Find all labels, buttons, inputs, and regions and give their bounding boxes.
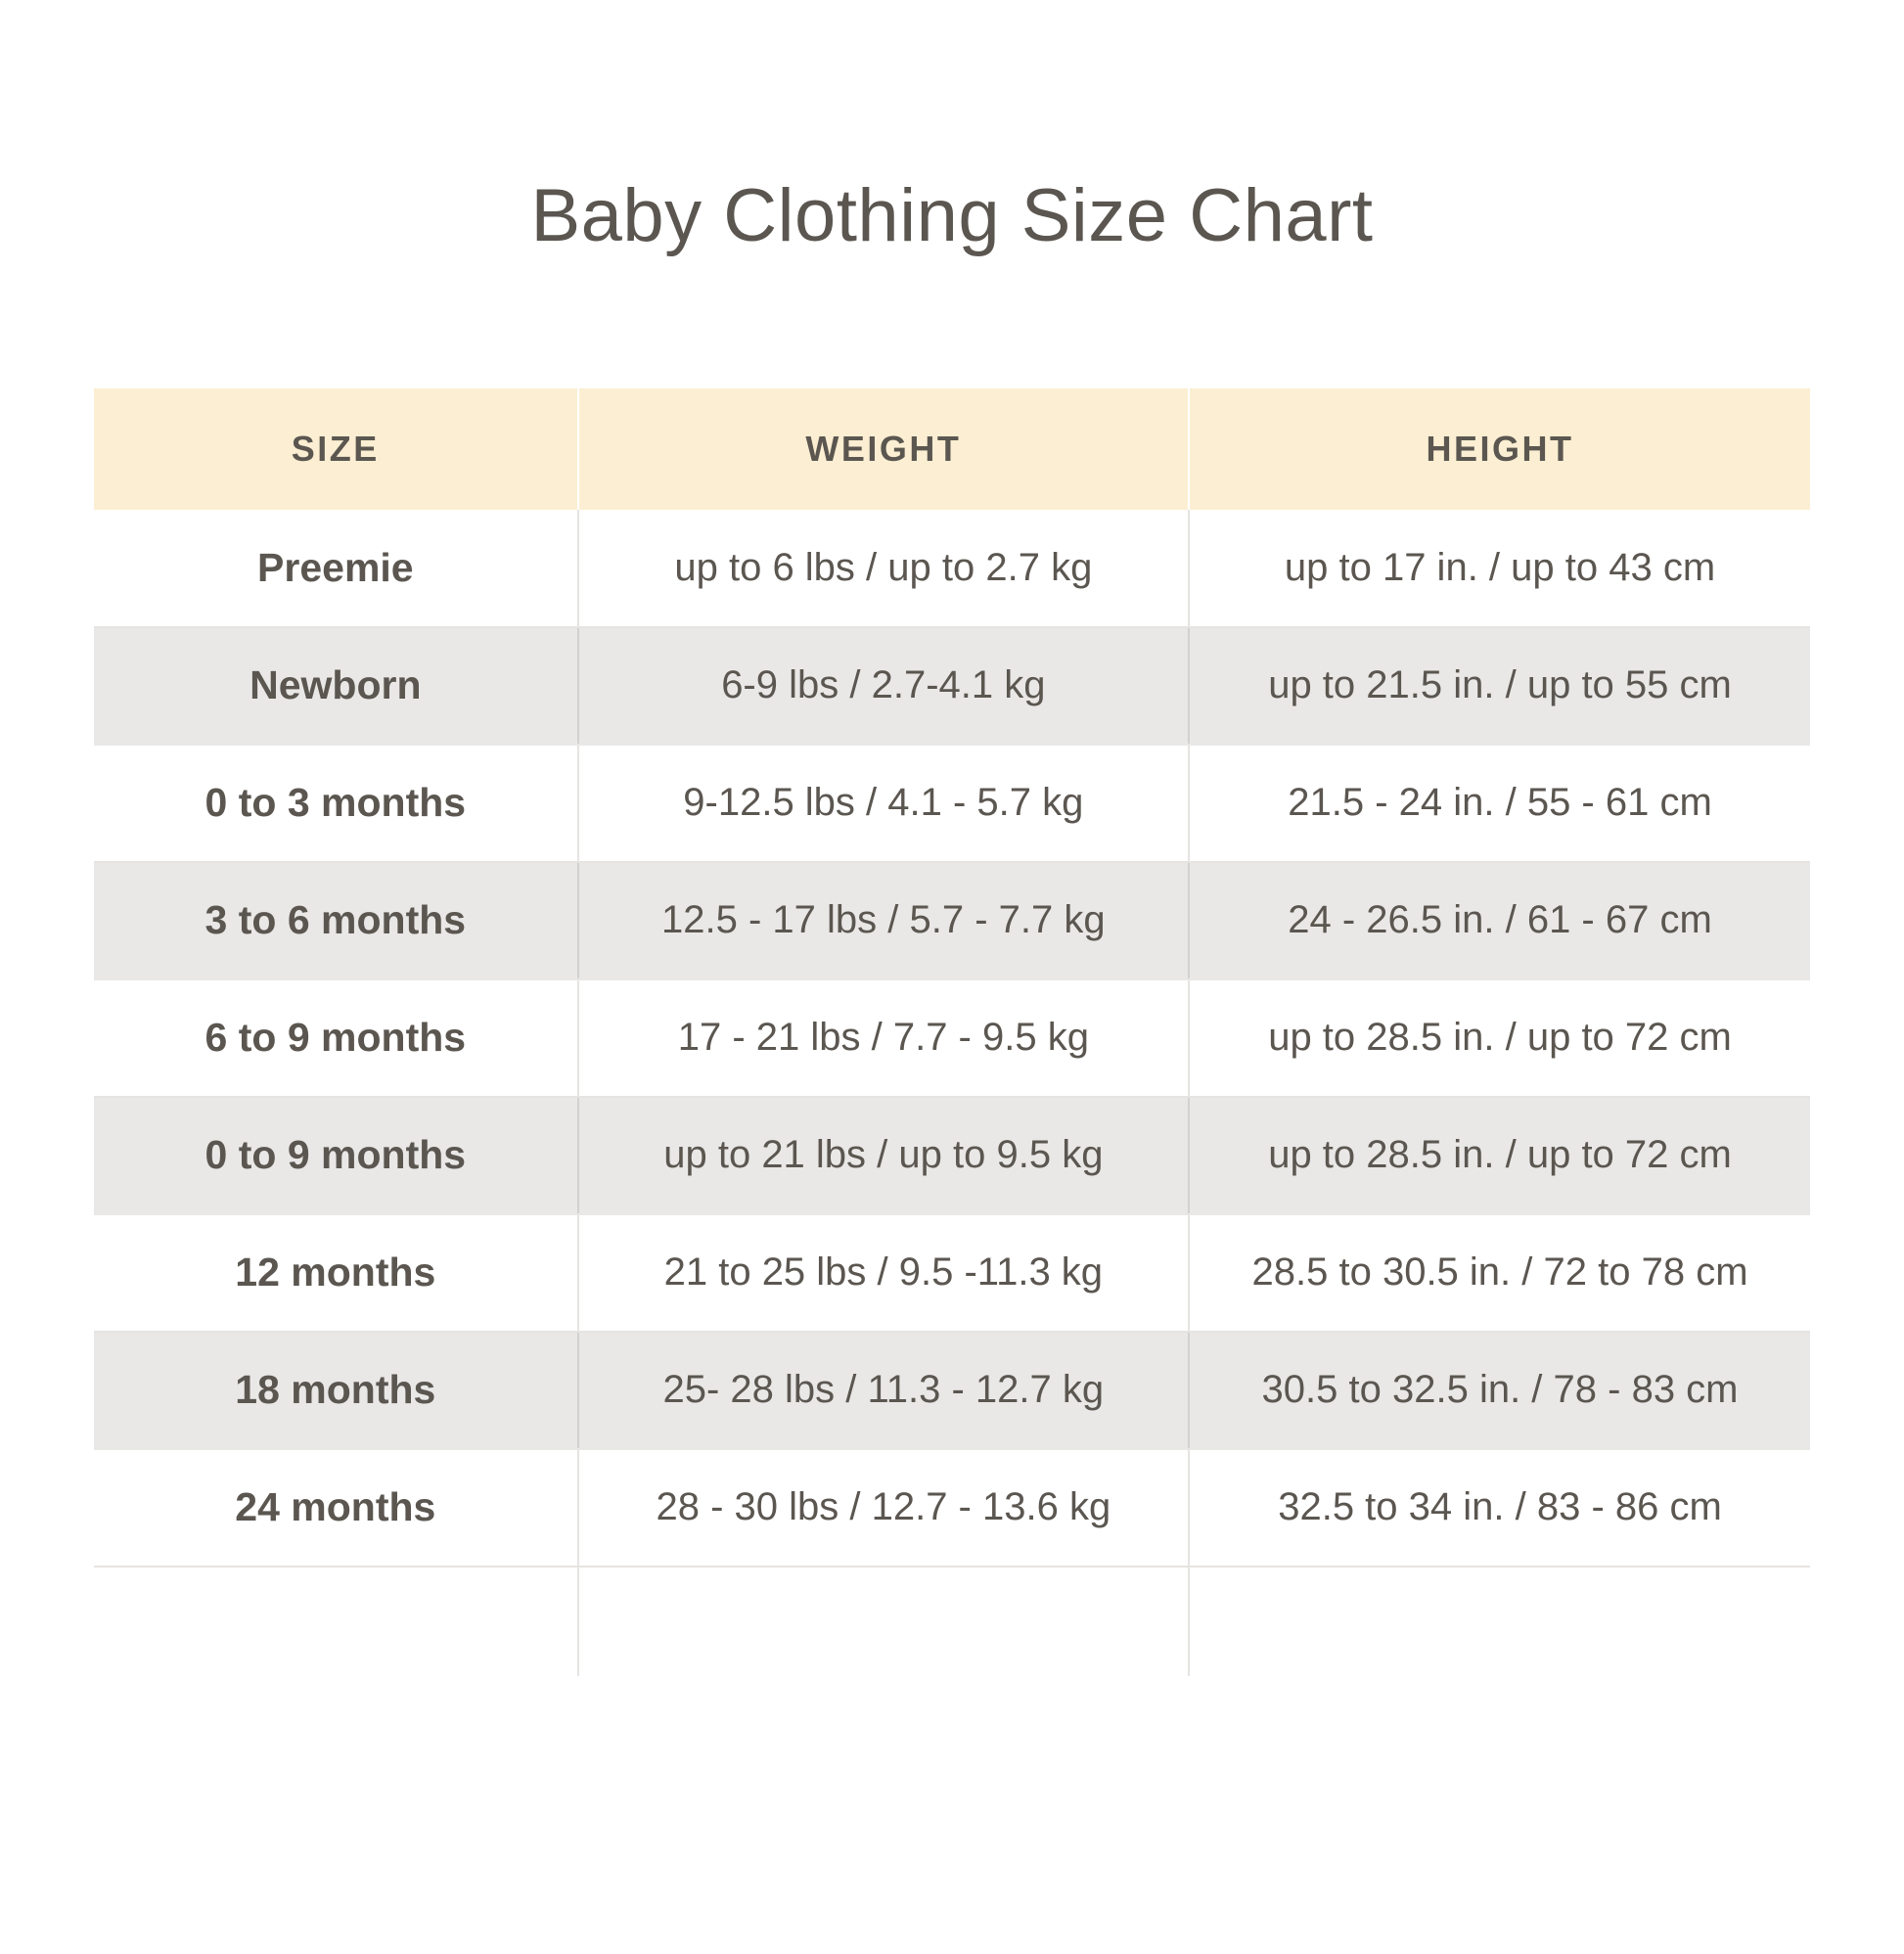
size-chart-page xyxy=(0,50,1904,1954)
table-row xyxy=(94,1332,1810,1449)
cell-size: 3 to 6 months xyxy=(94,862,578,979)
page-title: Baby Clothing Size Chart xyxy=(530,173,1374,257)
table-row-empty xyxy=(94,1567,1810,1676)
cell-size: 18 months xyxy=(94,1332,578,1449)
table-row xyxy=(94,627,1810,745)
table-row xyxy=(94,979,1810,1097)
cell-height: 32.5 to 34 in. / 83 - 86 cm xyxy=(1189,1449,1810,1567)
cell-weight: up to 21 lbs / up to 9.5 kg xyxy=(578,1097,1189,1214)
cell-height xyxy=(1189,1567,1810,1676)
size-chart-table-container xyxy=(0,388,1904,1676)
cell-weight xyxy=(578,1567,1189,1676)
table-header-row xyxy=(94,388,1810,510)
cell-size: Newborn xyxy=(94,627,578,745)
cell-height: up to 28.5 in. / up to 72 cm xyxy=(1189,979,1810,1097)
column-header-size: SIZE xyxy=(94,388,578,510)
cell-weight: 6-9 lbs / 2.7-4.1 kg xyxy=(578,627,1189,745)
cell-size: Preemie xyxy=(94,510,578,627)
cell-weight: up to 6 lbs / up to 2.7 kg xyxy=(578,510,1189,627)
size-chart-table xyxy=(94,388,1810,1676)
cell-height: 28.5 to 30.5 in. / 72 to 78 cm xyxy=(1189,1214,1810,1332)
cell-weight: 12.5 - 17 lbs / 5.7 - 7.7 kg xyxy=(578,862,1189,979)
table-row xyxy=(94,1214,1810,1332)
cell-weight: 17 - 21 lbs / 7.7 - 9.5 kg xyxy=(578,979,1189,1097)
cell-size xyxy=(94,1567,578,1676)
cell-size: 0 to 9 months xyxy=(94,1097,578,1214)
table-row xyxy=(94,862,1810,979)
cell-height: up to 21.5 in. / up to 55 cm xyxy=(1189,627,1810,745)
cell-height: 21.5 - 24 in. / 55 - 61 cm xyxy=(1189,745,1810,862)
cell-weight: 21 to 25 lbs / 9.5 -11.3 kg xyxy=(578,1214,1189,1332)
cell-size: 24 months xyxy=(94,1449,578,1567)
table-row xyxy=(94,1449,1810,1567)
cell-weight: 25- 28 lbs / 11.3 - 12.7 kg xyxy=(578,1332,1189,1449)
column-header-weight: WEIGHT xyxy=(578,388,1189,510)
table-row xyxy=(94,1097,1810,1214)
cell-size: 12 months xyxy=(94,1214,578,1332)
table-header xyxy=(94,388,1810,510)
column-header-height: HEIGHT xyxy=(1189,388,1810,510)
cell-height: up to 28.5 in. / up to 72 cm xyxy=(1189,1097,1810,1214)
table-row xyxy=(94,745,1810,862)
cell-size: 0 to 3 months xyxy=(94,745,578,862)
cell-height: 30.5 to 32.5 in. / 78 - 83 cm xyxy=(1189,1332,1810,1449)
table-row xyxy=(94,510,1810,627)
table-body xyxy=(94,510,1810,1676)
cell-weight: 28 - 30 lbs / 12.7 - 13.6 kg xyxy=(578,1449,1189,1567)
cell-height: up to 17 in. / up to 43 cm xyxy=(1189,510,1810,627)
cell-weight: 9-12.5 lbs / 4.1 - 5.7 kg xyxy=(578,745,1189,862)
cell-height: 24 - 26.5 in. / 61 - 67 cm xyxy=(1189,862,1810,979)
cell-size: 6 to 9 months xyxy=(94,979,578,1097)
